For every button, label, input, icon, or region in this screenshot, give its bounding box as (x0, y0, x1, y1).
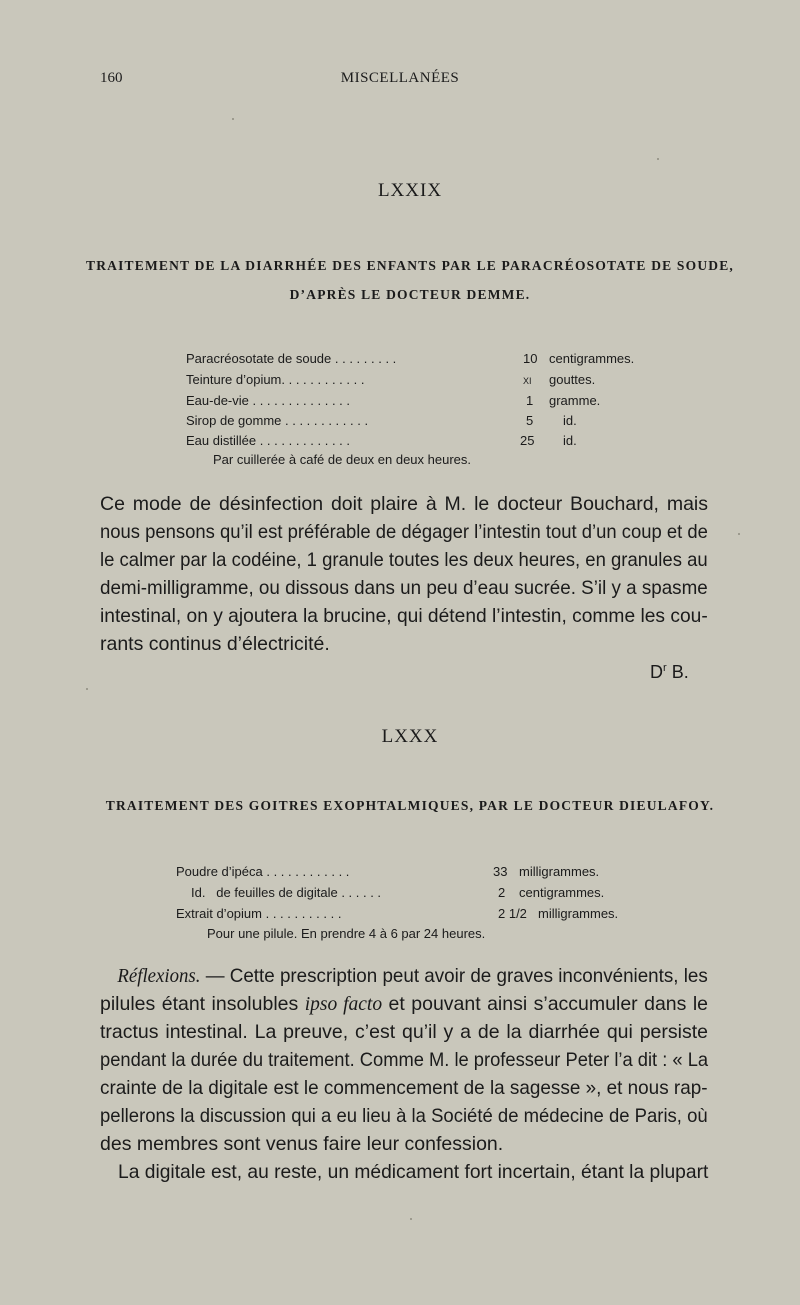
prescription-unit: gramme. (549, 393, 601, 408)
paragraph-line: pellerons la discussion qui a eu lieu à la Société de médecine de Paris, où (100, 1105, 708, 1127)
paragraph-line: pilules étant insolubles ipso facto et pouvant ainsi s’accumuler dans le (100, 993, 709, 1015)
prescription-quantity: 1 (526, 393, 534, 408)
running-title: MISCELLANÉES (340, 70, 460, 86)
prescription-quantity: 25 (520, 433, 535, 448)
prescription-ingredient: Poudre d’ipéca . . . . . . . . . . . . (176, 864, 350, 879)
paragraph-line: demi-milligramme, ou dissous dans un peu d’eau sucrée. S’il y a spasme (100, 577, 708, 599)
prescription-unit: centigrammes. (549, 351, 635, 366)
latin-phrase: ipso facto (304, 994, 383, 1015)
prescription-unit: centigrammes. (519, 885, 605, 900)
reflexions-label: Réflexions. (117, 966, 201, 987)
prescription-row (186, 391, 656, 411)
section-number-79: LXXIX (377, 180, 443, 201)
prescription-quantity: 33 (493, 864, 508, 879)
prescription-unit: gouttes. (549, 372, 596, 387)
prescription-row (186, 349, 656, 369)
paragraph-line: des membres sont venus faire leur confession. (100, 1133, 504, 1155)
paragraph-line: rants continus d’électricité. (100, 633, 330, 655)
paragraph-line: Réflexions. — Cette prescription peut avoir de graves inconvénients, les (100, 962, 708, 990)
prescription-row (176, 862, 646, 882)
page-number: 160 (100, 70, 123, 86)
prescription-unit: id. (563, 433, 577, 448)
prescription-unit: milligrammes. (519, 864, 600, 879)
paragraph-line: La digitale est, au reste, un médicament fort incertain, étant la plupart (118, 1161, 709, 1183)
paper-speck (232, 118, 234, 120)
paragraph-line: tractus intestinal. La preuve, c’est qu’il y a de la diarrhée qui persiste (100, 1021, 708, 1043)
prescription-row (186, 411, 656, 431)
prescription-unit: id. (563, 413, 577, 428)
section-80-heading: TRAITEMENT DES GOITRES EXOPHTALMIQUES, PAR LE DOCTEUR DIEULAFOY. (105, 798, 715, 813)
paragraph-line: pendant la durée du traitement. Comme M. le professeur Peter l’a dit : « La (100, 1049, 709, 1071)
section-79-heading-line1: TRAITEMENT DE LA DIARRHÉE DES ENFANTS PAR LE PARACRÉOSOTATE DE SOUDE, (85, 258, 735, 273)
signature: $D^r$ B. (650, 662, 689, 682)
prescription-ingredient: Teinture d’opium. . . . . . . . . . . . (186, 372, 365, 387)
prescription-ingredient: Eau-de-vie . . . . . . . . . . . . . . (186, 393, 350, 408)
prescription-ingredient: Id. de feuilles de digitale . . . . . . (191, 885, 382, 900)
paragraph-line: intestinal, on y ajoutera la brucine, qui détend l’intestin, comme les cou- (100, 605, 708, 627)
prescription-row (176, 883, 646, 903)
prescription-ingredient: Eau distillée . . . . . . . . . . . . . (186, 433, 351, 448)
prescription-quantity: 5 (526, 413, 534, 428)
paragraph-line: nous pensons qu’il est préférable de dégager l’intestin tout d’un coup et de (100, 521, 708, 543)
paragraph-line: le calmer par la codéine, 1 granule toutes les deux heures, en granules au (100, 549, 708, 571)
paragraph-line: crainte de la digitale est le commencement de la sagesse », et nous rap- (100, 1077, 708, 1099)
paragraph-line: Ce mode de désinfection doit plaire à M. le docteur Bouchard, mais (100, 493, 708, 515)
paper-speck (738, 533, 740, 535)
prescription-quantity: 10 (523, 351, 538, 366)
prescription-note: Par cuillerée à café de deux en deux heures. (213, 452, 472, 467)
prescription-ingredient: Extrait d’opium . . . . . . . . . . . (176, 906, 342, 921)
prescription-quantity: xi (523, 372, 532, 387)
section-number-80: LXXX (381, 726, 439, 747)
prescription-ingredient: Sirop de gomme . . . . . . . . . . . . (186, 413, 369, 428)
prescription-row (186, 370, 656, 390)
paper-speck (86, 688, 88, 690)
prescription-row (186, 431, 656, 451)
prescription-quantity: 2 1/2 (498, 906, 527, 921)
prescription-row (176, 904, 646, 924)
section-79-heading-line2: D’APRÈS LE DOCTEUR DEMME. (289, 287, 531, 302)
paper-speck (410, 1218, 412, 1220)
prescription-note: Pour une pilule. En prendre 4 à 6 par 24 heures. (207, 926, 486, 941)
paper-speck (657, 158, 659, 160)
prescription-ingredient: Paracréosotate de soude . . . . . . . . . (186, 351, 397, 366)
prescription-quantity: 2 (498, 885, 506, 900)
prescription-unit: milligrammes. (538, 906, 619, 921)
